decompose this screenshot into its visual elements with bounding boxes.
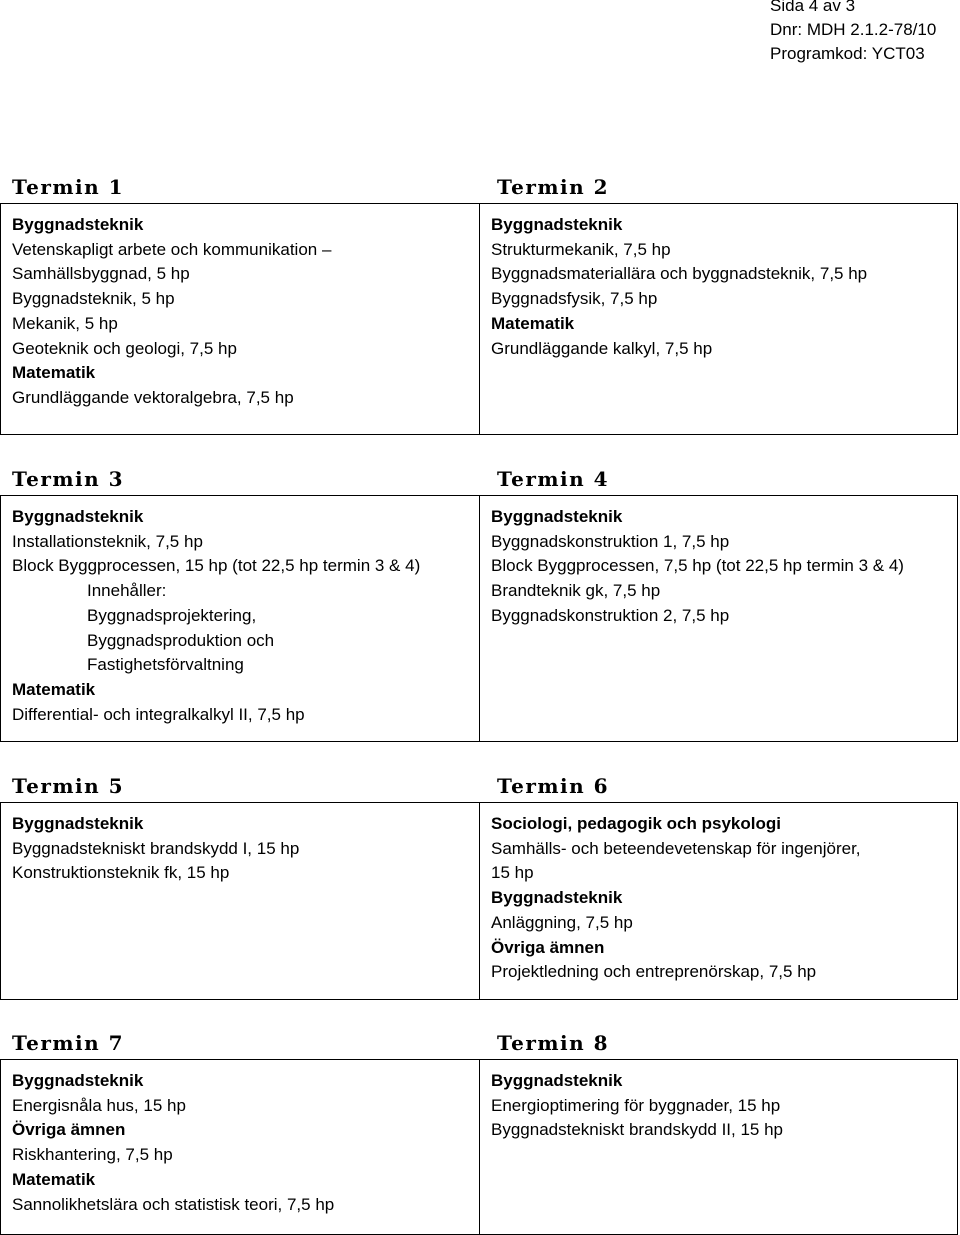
- course-line: Installationsteknik, 7,5 hp: [12, 531, 203, 551]
- course-line: Fastighetsförvaltning: [87, 655, 244, 675]
- course-line: Byggnadsteknik, 5 hp: [12, 289, 175, 309]
- term-7-8-table: [0, 1059, 958, 1235]
- subject-heading: Byggnadsteknik: [12, 215, 144, 234]
- term-4-title: Termin 4: [497, 467, 610, 491]
- course-line: Block Byggprocessen, 7,5 hp (tot 22,5 hp termin 3 & 4): [491, 556, 904, 576]
- course-line: Mekanik, 5 hp: [12, 313, 118, 333]
- subject-heading: Sociologi, pedagogik och psykologi: [491, 814, 781, 833]
- term-7-cell: [1, 1060, 479, 1234]
- term-4-cell: [479, 496, 957, 741]
- course-line: Byggnadskonstruktion 1, 7,5 hp: [491, 531, 730, 551]
- program-code: Programkod: YCT03: [770, 44, 925, 63]
- subject-heading: Byggnadsteknik: [12, 814, 144, 833]
- course-line: Brandteknik gk, 7,5 hp: [491, 581, 661, 601]
- course-line: Konstruktionsteknik fk, 15 hp: [12, 863, 230, 883]
- course-line: Grundläggande kalkyl, 7,5 hp: [491, 338, 713, 358]
- term-5-cell: [1, 803, 479, 999]
- course-line: Vetenskapligt arbete och kommunikation –: [12, 239, 332, 259]
- course-line: Byggnadsproduktion och: [87, 630, 275, 650]
- course-line: Energisnåla hus, 15 hp: [12, 1095, 186, 1115]
- course-line: Energioptimering för byggnader, 15 hp: [491, 1095, 781, 1115]
- subject-heading: Matematik: [12, 363, 96, 383]
- course-line: Samhällsbyggnad, 5 hp: [12, 264, 190, 284]
- program-code-clip: [770, 44, 925, 63]
- course-line: Byggnadsprojektering,: [87, 605, 257, 625]
- course-line: Sannolikhetslära och statistisk teori, 7,5 hp: [12, 1194, 335, 1214]
- subject-heading: Matematik: [491, 313, 575, 333]
- course-line: Innehåller:: [87, 581, 167, 601]
- term-5-6-table: [0, 802, 958, 1000]
- page-number: Sida 4 av 3: [770, 0, 856, 15]
- term-2-title: Termin 2: [497, 175, 610, 199]
- term-1-cell: [1, 204, 479, 434]
- course-line: Samhälls- och beteendevetenskap för ingenjörer,: [491, 838, 861, 858]
- subject-heading: Övriga ämnen: [491, 937, 605, 957]
- subject-heading: Byggnadsteknik: [12, 507, 144, 526]
- term-8-title: Termin 8: [497, 1031, 610, 1055]
- course-line: Anläggning, 7,5 hp: [491, 912, 633, 932]
- subject-heading: Byggnadsteknik: [12, 1071, 144, 1090]
- course-line: Byggnadstekniskt brandskydd I, 15 hp: [12, 838, 300, 858]
- document-number: Dnr: MDH 2.1.2-78/10: [770, 20, 937, 39]
- term-7-title: Termin 7: [12, 1031, 125, 1055]
- course-line: Byggnadsmateriallära och byggnadsteknik, 7,5 hp: [491, 264, 868, 284]
- term-6-title: Termin 6: [497, 774, 610, 798]
- course-line: Projektledning och entreprenörskap, 7,5 hp: [491, 962, 817, 982]
- course-line: Grundläggande vektoralgebra, 7,5 hp: [12, 387, 294, 407]
- course-line: Byggnadstekniskt brandskydd II, 15 hp: [491, 1120, 784, 1140]
- course-line: Byggnadsfysik, 7,5 hp: [491, 289, 658, 309]
- term-3-title: Termin 3: [12, 467, 125, 491]
- term-8-cell: [479, 1060, 957, 1234]
- course-line: Strukturmekanik, 7,5 hp: [491, 239, 671, 259]
- course-line: Differential- och integralkalkyl II, 7,5 hp: [12, 704, 305, 724]
- subject-heading: Byggnadsteknik: [491, 888, 623, 908]
- course-line: Geoteknik och geologi, 7,5 hp: [12, 338, 237, 358]
- term-6-cell: [479, 803, 957, 999]
- term-1-title: Termin 1: [12, 175, 125, 199]
- term-3-4-table: [0, 495, 958, 742]
- subject-heading: Matematik: [12, 679, 96, 699]
- term-1-2-table: [0, 203, 958, 435]
- term-2-cell: [479, 204, 957, 434]
- course-line: Block Byggprocessen, 15 hp (tot 22,5 hp termin 3 & 4): [12, 556, 421, 576]
- term-3-cell: [1, 496, 479, 741]
- subject-heading: Matematik: [12, 1169, 96, 1189]
- subject-heading: Byggnadsteknik: [491, 215, 623, 234]
- course-line: Riskhantering, 7,5 hp: [12, 1145, 173, 1165]
- subject-heading: Övriga ämnen: [12, 1120, 126, 1140]
- subject-heading: Byggnadsteknik: [491, 507, 623, 526]
- term-5-title: Termin 5: [12, 774, 125, 798]
- course-line: 15 hp: [491, 863, 534, 883]
- subject-heading: Byggnadsteknik: [491, 1071, 623, 1090]
- course-line: Byggnadskonstruktion 2, 7,5 hp: [491, 605, 730, 625]
